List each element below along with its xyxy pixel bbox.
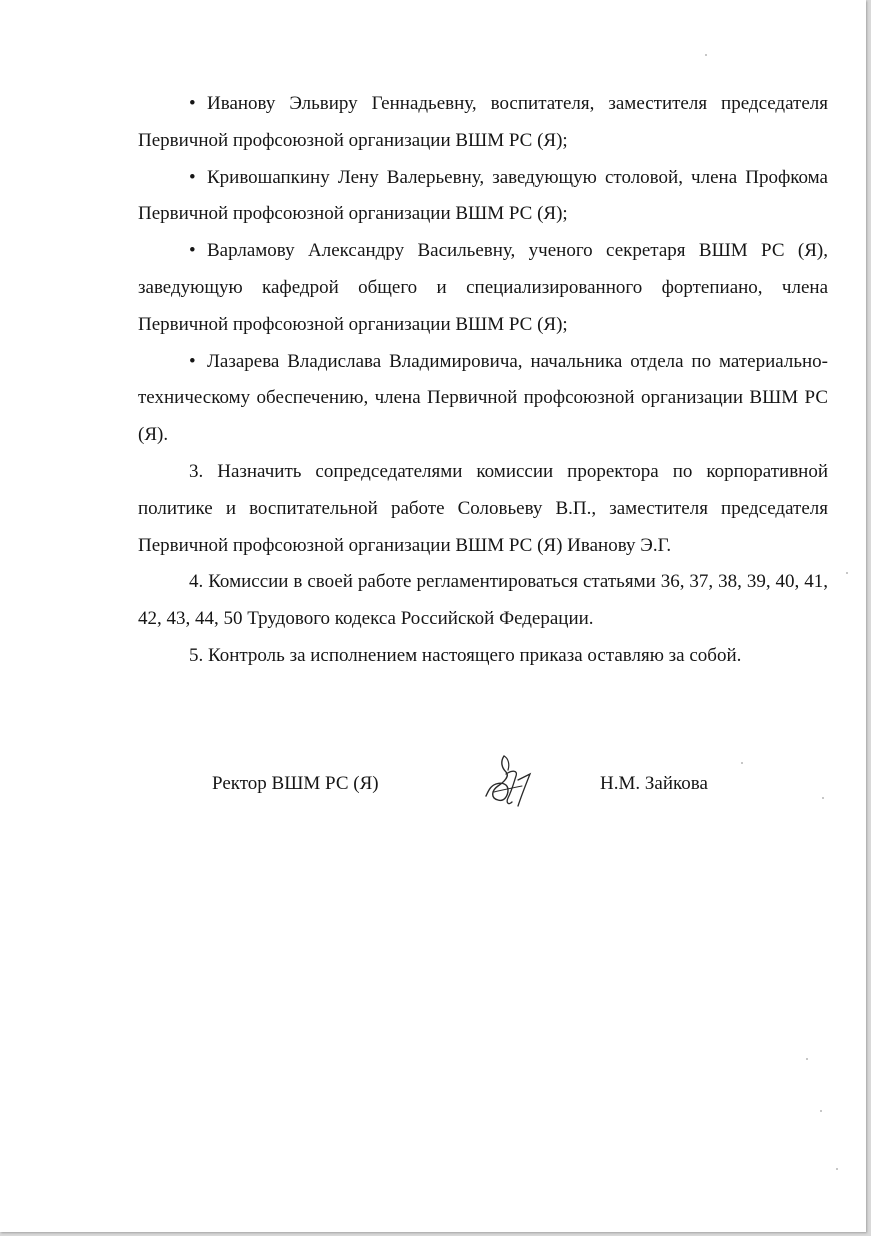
clause-4: 4. Комиссии в своей работе регламентироваться статьями 36, 37, 38, 39, 40, 41, 42, 43, 44, 50 Трудового кодекса Российской Федерации. — [138, 571, 828, 630]
bullet-icon: • — [189, 166, 196, 188]
bullet-item-krivoshapkina — [138, 160, 828, 234]
clause-3: 3. Назначить сопредседателями комиссии проректора по корпоративной политике и воспитательной работе Соловьеву В.П., заместителя председателя Первичной профсоюзной организации ВШМ РС (Я) Иванову Э.Г. — [138, 460, 828, 556]
scan-speck — [820, 1110, 822, 1112]
bullet-item-ivanova — [138, 86, 828, 160]
signature-block — [0, 768, 866, 812]
bullet-item-varlamova — [138, 233, 828, 343]
bullet-text: Лазарева Владислава Владимировича, начальника отдела по материально-техническому обеспечению, члена Первичной профсоюзной организации ВШМ РС (Я). — [138, 350, 828, 446]
bullet-text: Варламову Александру Васильевну, ученого секретаря ВШМ РС (Я), заведующую кафедрой общего и специализированного фортепиано, члена Первичной профсоюзной организации ВШМ РС (Я); — [138, 240, 828, 335]
handwritten-signature-icon — [478, 752, 540, 814]
scan-speck — [705, 54, 707, 56]
signatory-name: Н.М. Зайкова — [600, 773, 708, 794]
bullet-text: Кривошапкину Лену Валерьевну, заведующую столовой, члена Профкома Первичной профсоюзной организации ВШМ РС (Я); — [138, 166, 828, 225]
scan-speck — [806, 1058, 808, 1060]
bullet-icon: • — [189, 93, 196, 114]
scan-speck — [822, 797, 824, 799]
bullet-icon: • — [189, 350, 196, 372]
bullet-item-lazarev — [138, 344, 828, 454]
scan-speck — [846, 572, 848, 574]
clause-5: 5. Контроль за исполнением настоящего приказа оставляю за собой. — [189, 644, 742, 666]
document-body — [138, 86, 828, 675]
scan-speck — [836, 1168, 838, 1170]
bullet-icon: • — [189, 240, 196, 262]
scan-speck — [741, 762, 743, 764]
bullet-text: Иванову Эльвиру Геннадьевну, воспитателя, заместителя председателя Первичной профсоюзной организации ВШМ РС (Я); — [138, 93, 828, 151]
signatory-position: Ректор ВШМ РС (Я) — [212, 773, 379, 794]
